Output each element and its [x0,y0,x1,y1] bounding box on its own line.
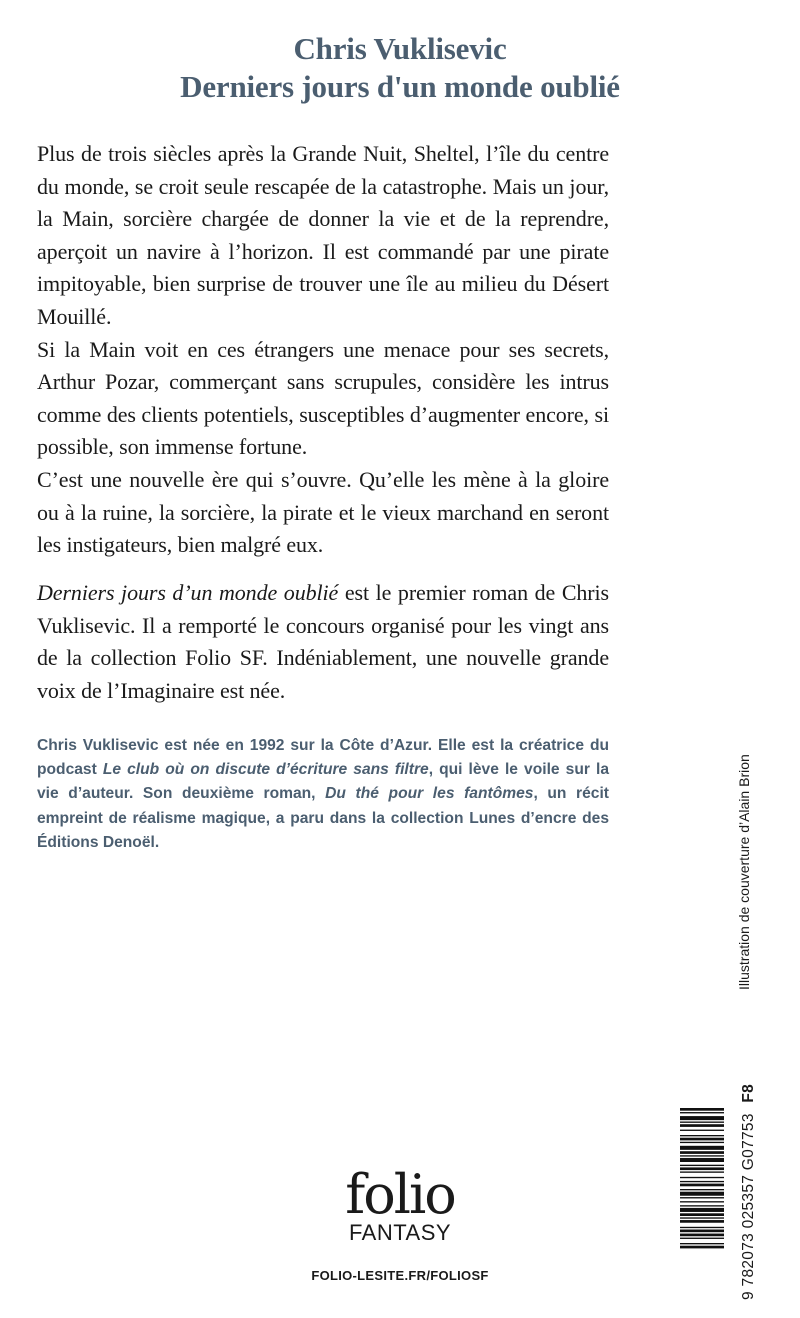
isbn-number: 9 782073 025357 [740,1174,757,1300]
logo-line: FANTASY [348,1220,452,1245]
bio-text: , un récit empreint de réalisme magique, a paru dans la collection Lunes d’encre des Éditions Denoël. [37,785,609,851]
barcode-bar [680,1116,724,1120]
synopsis [37,138,609,562]
novel-note-paragraph [37,577,609,707]
novel-note [37,577,609,707]
author-name: Chris Vuklisevic [293,31,507,66]
barcode-bar [680,1151,724,1154]
illustration-credit: Illustration de couverture d’Alain Brion [736,754,752,990]
podcast-title: Le club où on discute d’écriture sans filtre [102,761,429,779]
barcode-bar [680,1130,724,1131]
bio-text: , qui lève le voile sur la vie d’auteur. Son deuxième roman, [37,761,609,803]
bio-text: Chris Vuklisevic est née en 1992 sur la Côte d’Azur. Elle est la créatrice du podcast [37,737,609,779]
barcode-bar [680,1142,724,1143]
barcode-bar [680,1155,724,1156]
barcode-bar [680,1124,724,1127]
barcode-bar [680,1135,724,1136]
book-title: Derniers jours d'un monde oublié [180,69,620,104]
website-url: FOLIO-LESITE.FR/FOLIOSF [311,1268,489,1283]
synopsis-paragraph: C’est une nouvelle ère qui s’ouvre. Qu’elle les mène à la gloire ou à la ruine, la sorcière, la pirate et le vieux marchand en seront les instigateurs, bien malgré eux. [37,466,609,558]
barcode-bar [680,1122,724,1123]
product-code: G07753 [740,1113,757,1171]
barcode-bar [680,1112,724,1113]
author-bio [37,734,609,855]
folio-fantasy-logo [0,1163,800,1246]
book-header [0,30,800,106]
price-code: F8 [740,1083,757,1103]
second-novel-title: Du thé pour les fantômes [325,785,534,803]
novel-note-title: Derniers jours d’un monde oublié [37,580,339,605]
barcode-bar [680,1138,724,1141]
synopsis-paragraph: Plus de trois siècles après la Grande Nuit, Sheltel, l’île du centre du monde, se croit seule rescapée de la catastrophe. Mais un jour, la Main, sorcière chargée de donner la vie et de la reprendre, aperçoit un navire à l’horizon. Il est commandé par une pirate impitoyable, bien surprise de trouver une île au milieu du Désert Mouillé. [37,141,609,329]
barcode-bar [680,1165,724,1166]
logo-brand: folio [345,1163,455,1226]
barcode-bar [680,1158,724,1162]
novel-note-text: est le premier roman de Chris Vuklisevic. Il a remporté le concours organisé pour les vingt ans de la collection Folio SF. Indéniablement, une nouvelle grande voix de l’Imaginaire est née. [37,580,609,703]
barcode-bar [680,1246,724,1249]
synopsis-paragraph: Si la Main voit en ces étrangers une menace pour ses secrets, Arthur Pozar, commerçant sans scrupules, considère les intrus comme des clients potentiels, susceptibles d’augmenter encore, si possible, son immense fortune. [37,336,609,460]
barcode-bar [680,1146,724,1150]
barcode-bar [680,1108,724,1111]
